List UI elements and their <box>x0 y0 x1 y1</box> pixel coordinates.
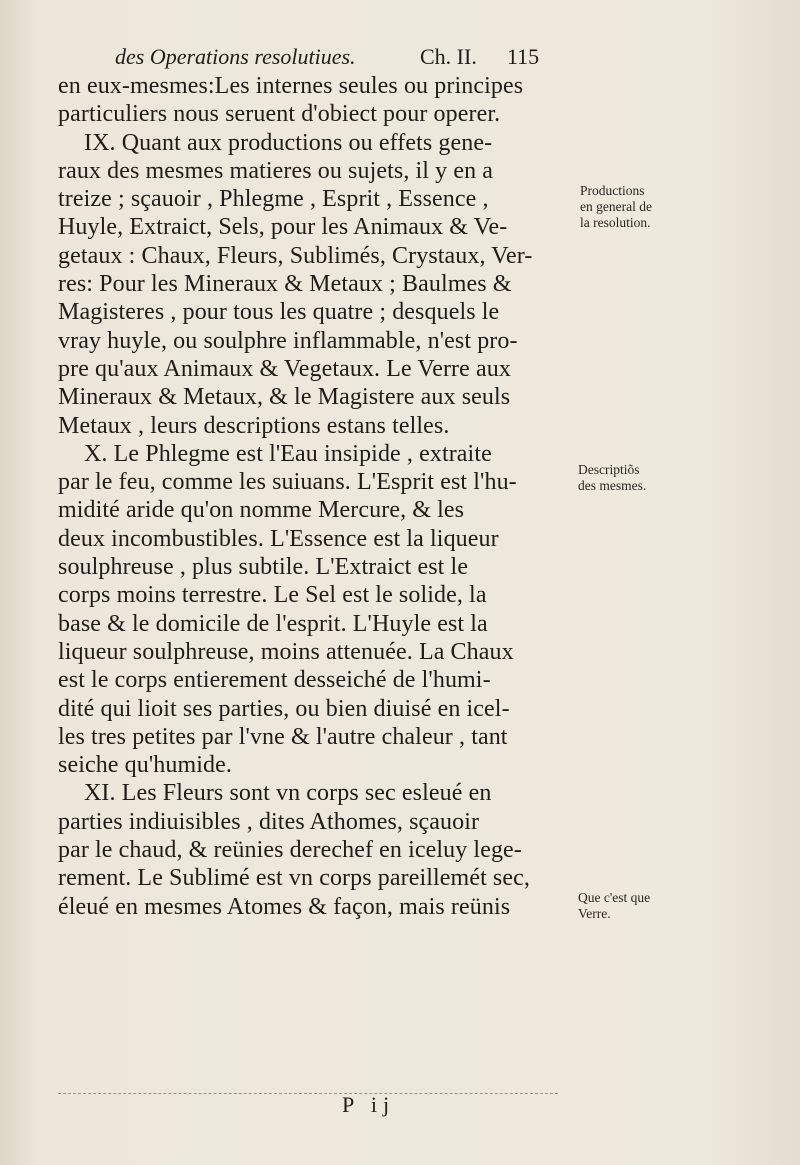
text-line: par le chaud, & reünies derechef en iceluy lege- <box>58 837 522 864</box>
text-line: treize ; sçauoir , Phlegme , Esprit , Essence , <box>58 186 489 213</box>
page-number: 115 <box>507 44 540 69</box>
text-line: res: Pour les Mineraux & Metaux ; Baulmes & <box>58 271 512 298</box>
text-line: est le corps entierement desseiché de l'humi- <box>58 667 491 694</box>
text-line: IX. Quant aux productions ou effets gene- <box>84 129 493 156</box>
text-line: en eux-mesmes:Les internes seules ou principes <box>58 73 524 99</box>
text-line: Huyle, Extraict, Sels, pour les Animaux & Ve- <box>58 214 508 241</box>
text-line: corps moins terrestre. Le Sel est le solide, la <box>58 582 487 609</box>
text-line: Mineraux & Metaux, & le Magistere aux seuls <box>58 384 511 411</box>
text-line: base & le domicile de l'esprit. L'Huyle est la <box>58 610 488 637</box>
margin-note-productions <box>580 183 652 231</box>
text-line: midité aride qu'on nomme Mercure, & les <box>58 497 465 524</box>
text-line: soulphreuse , plus subtile. L'Extraict est le <box>58 554 469 581</box>
text-line: vray huyle, ou soulphre inflammable, n'est pro- <box>58 327 518 354</box>
margin-note-line: Que c'est que <box>578 890 651 905</box>
text-line: X. Le Phlegme est l'Eau insipide , extraite <box>84 440 492 467</box>
text-line: raux des mesmes matieres ou sujets, il y en a <box>58 157 494 184</box>
text-line: par le feu, comme les suiuans. L'Esprit est l'hu- <box>58 469 517 496</box>
text-line: dité qui lioit ses parties, ou bien diuisé en icel- <box>58 695 510 722</box>
margin-note-line: en general de <box>580 199 652 214</box>
text-line: rement. Le Sublimé est vn corps pareillemét sec, <box>58 865 530 892</box>
margin-note-line: la resolution. <box>580 215 651 230</box>
text-line: pre qu'aux Animaux & Vegetaux. Le Verre aux <box>58 355 511 382</box>
header-title: des Operations resolutiues. <box>115 44 356 69</box>
text-line: Magisteres , pour tous les quatre ; desquels le <box>58 299 500 326</box>
text-line: éleué en mesmes Atomes & façon, mais reünis <box>58 893 511 920</box>
margin-note-line: des mesmes. <box>578 478 647 493</box>
text-line: getaux : Chaux, Fleurs, Sublimés, Crystaux, Ver- <box>58 242 533 269</box>
header-chapter: Ch. II. <box>420 44 477 69</box>
bottom-rule <box>58 1093 558 1094</box>
margin-note-verre <box>578 890 650 922</box>
signature-mark: P ij <box>342 1092 396 1117</box>
margin-note-line: Descriptiõs <box>578 462 640 477</box>
text-line: XI. Les Fleurs sont vn corps sec esleué en <box>84 780 492 807</box>
text-line: particuliers nous seruent d'obiect pour operer. <box>58 101 501 128</box>
text-line: liqueur soulphreuse, moins attenuée. La Chaux <box>58 638 514 665</box>
margin-note-descriptions <box>578 462 646 494</box>
running-header <box>115 40 555 74</box>
margin-note-line: Productions <box>580 183 645 198</box>
text-line: parties indiuisibles , dites Athomes, sçauoir <box>58 808 480 835</box>
body-text <box>58 72 568 921</box>
margin-note-line: Verre. <box>578 906 611 921</box>
text-line: deux incombustibles. L'Essence est la liqueur <box>58 525 499 552</box>
text-line: les tres petites par l'vne & l'autre chaleur , tant <box>58 723 508 750</box>
text-line: seiche qu'humide. <box>58 752 232 779</box>
text-line: Metaux , leurs descriptions estans telles. <box>58 412 450 439</box>
